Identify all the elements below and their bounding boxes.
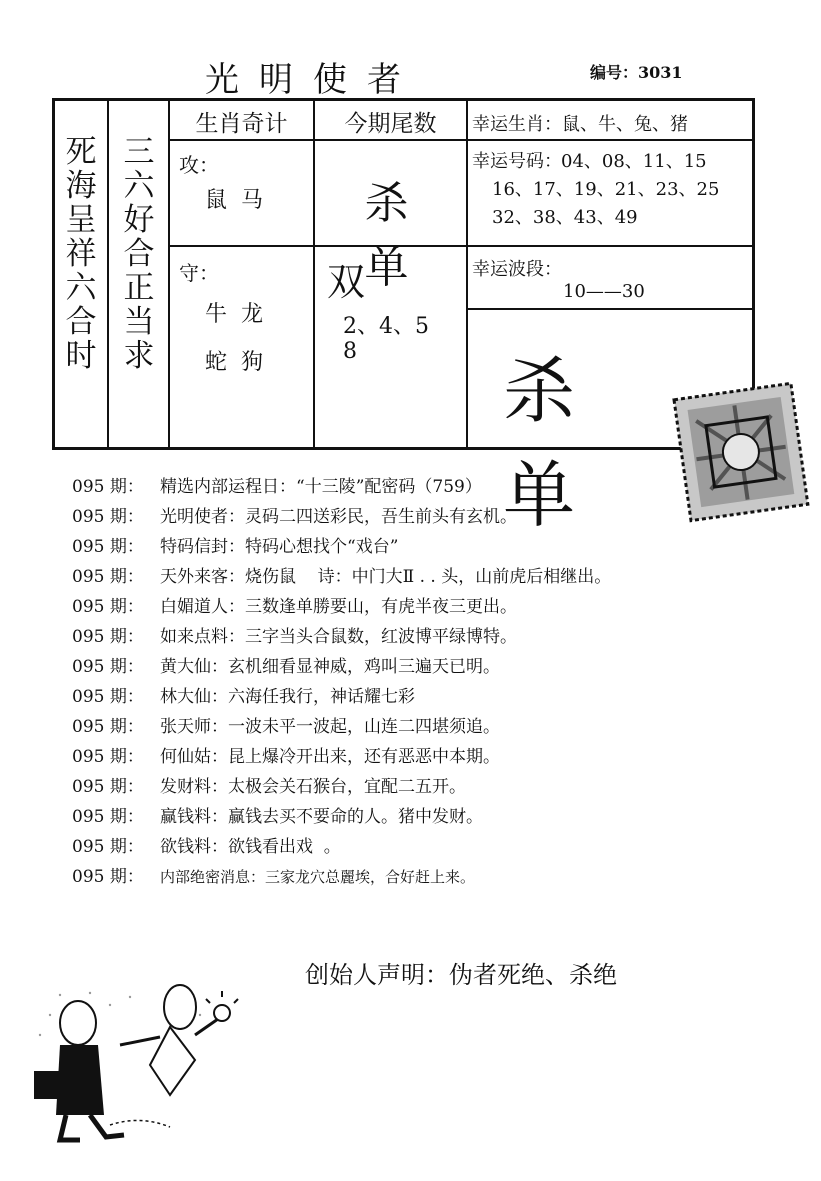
divider xyxy=(168,139,755,141)
line-text: 精选内部运程日：“十三陵”配密码（759） xyxy=(160,477,482,497)
defend-label: 守： xyxy=(179,261,219,285)
list-item xyxy=(72,502,812,532)
vertical-slogan-1: 死海呈祥六合时 xyxy=(65,134,97,374)
line-text: 何仙姑：昆上爆冷开出来，还有恶恶中本期。 xyxy=(160,747,500,767)
tail-double-title: 双 xyxy=(327,260,366,304)
lucky-numbers-line1: 04、08、11、15 xyxy=(561,151,707,172)
list-item xyxy=(72,622,812,652)
line-text: 白媚道人：三数逢单勝要山，有虎半夜三更出。 xyxy=(160,597,517,617)
period-label: 095 期： xyxy=(72,657,144,677)
divider xyxy=(107,101,109,447)
founder-declaration: 创始人声明：伪者死绝、杀绝 xyxy=(305,961,617,989)
line-text: 如来点料：三字当头合鼠数，红波博平绿博特。 xyxy=(160,627,517,647)
line-text: 天外来客：烧伤鼠 诗：中门大Ⅱ . . 头，山前虎后相继出。 xyxy=(160,567,612,587)
line-text: 发财料：太极会关石猴台，宜配二五开。 xyxy=(160,777,466,797)
lucky-zodiac: 幸运生肖：鼠、牛、兔、猪 xyxy=(472,114,688,135)
wave-range: 10——30 xyxy=(563,281,645,302)
period-label: 095 期： xyxy=(72,477,144,497)
line-text: 内部绝密消息：三家龙穴总麗埃，合好赶上来。 xyxy=(160,868,476,886)
list-item xyxy=(72,832,812,862)
line-text: 林大仙：六海任我行，神话耀七彩 xyxy=(160,687,415,707)
header-tail: 今期尾数 xyxy=(344,111,437,137)
period-label: 095 期： xyxy=(72,627,144,647)
lucky-numbers-label: 幸运号码： xyxy=(472,151,562,172)
period-label: 095 期： xyxy=(72,507,144,527)
divider xyxy=(168,101,170,447)
period-label: 095 期： xyxy=(72,597,144,617)
period-label: 095 期： xyxy=(72,807,144,827)
line-text: 光明使者：灵码二四送彩民，吾生前头有玄机。 xyxy=(160,507,517,527)
header-zodiac: 生肖奇计 xyxy=(195,111,288,137)
period-label: 095 期： xyxy=(72,717,144,737)
tail-double-nums-1: 2、4、5 xyxy=(343,314,429,339)
list-item xyxy=(72,742,812,772)
tail-kill-top: 杀 单 xyxy=(364,178,427,293)
period-label: 095 期： xyxy=(72,777,144,797)
list-item xyxy=(72,802,812,832)
list-item xyxy=(72,652,812,682)
period-label: 095 期： xyxy=(72,867,144,887)
big-kill-text: 杀 单 xyxy=(503,349,608,537)
list-item xyxy=(72,562,812,592)
attack-label: 攻： xyxy=(179,153,219,177)
lucky-numbers-line2: 16、17、19、21、23、25 xyxy=(492,179,720,200)
list-item xyxy=(72,682,812,712)
serial-number: 编号：3031 xyxy=(590,63,683,82)
list-item xyxy=(72,772,812,802)
wave-label: 幸运波段： xyxy=(472,259,562,280)
divider xyxy=(466,308,755,310)
defend-animals-2: 蛇 狗 xyxy=(205,350,263,375)
prediction-list xyxy=(72,472,812,892)
defend-animals-1: 牛 龙 xyxy=(205,302,263,327)
period-label: 095 期： xyxy=(72,537,144,557)
list-item xyxy=(72,862,812,892)
list-item xyxy=(72,712,812,742)
vertical-slogan-2: 三六好合正当求 xyxy=(123,134,155,374)
period-label: 095 期： xyxy=(72,567,144,587)
period-label: 095 期： xyxy=(72,837,144,857)
period-label: 095 期： xyxy=(72,747,144,767)
attack-animals: 鼠 马 xyxy=(205,188,263,213)
list-item xyxy=(72,532,812,562)
line-text: 张天师：一波未平一波起，山连二四堪须追。 xyxy=(160,717,500,737)
tail-double-nums-2: 8 xyxy=(343,339,357,364)
period-label: 095 期： xyxy=(72,687,144,707)
line-text: 特码信封：特码心想找个“戏台” xyxy=(160,537,399,557)
page-title: 光明使者 xyxy=(205,60,421,100)
line-text: 赢钱料：赢钱去买不要命的人。猪中发财。 xyxy=(160,807,483,827)
divider xyxy=(313,101,315,447)
cartoon-illustration xyxy=(20,975,240,1155)
divider xyxy=(466,101,468,447)
line-text: 欲钱料：欲钱看出戏 。 xyxy=(160,837,341,857)
list-item xyxy=(72,592,812,622)
list-item xyxy=(72,472,812,502)
lucky-numbers-line3: 32、38、43、49 xyxy=(492,207,638,228)
line-text: 黄大仙：玄机细看显神威，鸡叫三遍天已明。 xyxy=(160,657,500,677)
